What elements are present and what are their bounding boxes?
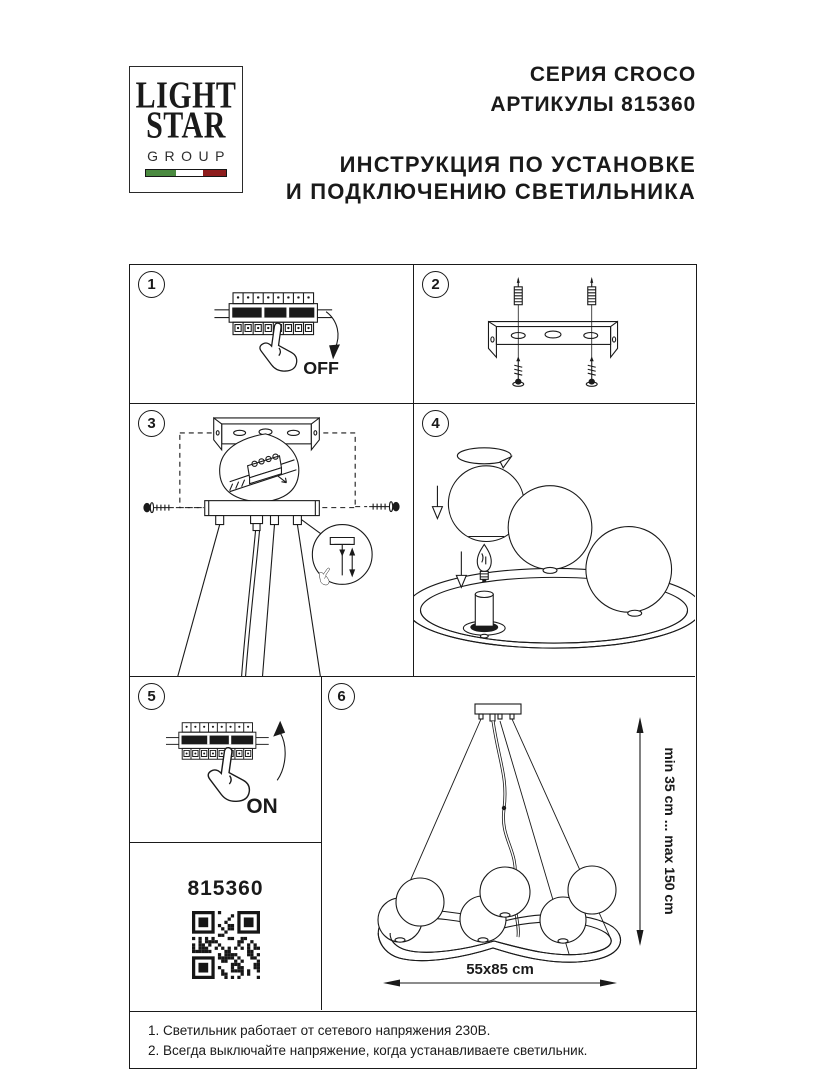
step-number-badge: 1 bbox=[138, 271, 165, 298]
suspension-cables bbox=[178, 525, 320, 676]
step-number-badge: 4 bbox=[422, 410, 449, 437]
bracket-mounting-diagram bbox=[414, 265, 695, 403]
flag-green-segment bbox=[146, 170, 176, 176]
glass-globe bbox=[586, 527, 672, 613]
italian-flag-bar bbox=[145, 169, 227, 177]
off-label: OFF bbox=[303, 358, 339, 379]
step-panel-3 bbox=[130, 404, 414, 677]
step-panel-1 bbox=[130, 265, 414, 404]
screw-icon bbox=[144, 503, 204, 513]
step-number-badge: 2 bbox=[422, 271, 449, 298]
step-panel-6 bbox=[322, 677, 695, 1010]
lamp-socket-drawing bbox=[463, 591, 505, 638]
mounting-bracket-drawing bbox=[488, 322, 617, 358]
circuit-breaker-drawing bbox=[214, 293, 332, 335]
step-panel-2 bbox=[414, 265, 695, 404]
lightstar-logo bbox=[129, 66, 243, 193]
step-number-badge: 6 bbox=[328, 683, 355, 710]
insert-down-arrow bbox=[432, 486, 442, 519]
footer-notes bbox=[129, 1011, 697, 1069]
arrow-up-head bbox=[273, 721, 285, 737]
height-dimension bbox=[637, 717, 644, 946]
screw-icon bbox=[513, 356, 524, 386]
flag-white-segment bbox=[176, 170, 202, 176]
steps-grid bbox=[129, 264, 697, 1012]
height-dimension-label: min 35 cm ... max 150 cm bbox=[662, 747, 678, 915]
cable-lock-detail-inset bbox=[301, 520, 372, 587]
globe-installation-diagram bbox=[414, 404, 695, 676]
series-title: СЕРИЯ CROCO bbox=[529, 63, 696, 86]
article-number: 815360 bbox=[187, 877, 264, 900]
header bbox=[286, 60, 696, 205]
instruction-title-line1: ИНСТРУКЦИЯ ПО УСТАНОВКЕ bbox=[339, 152, 696, 177]
step-number-badge: 3 bbox=[138, 410, 165, 437]
canopy-drawing bbox=[205, 501, 320, 531]
glass-globe bbox=[568, 866, 616, 914]
logo-group: GROUP bbox=[147, 148, 231, 164]
logo-light: LIGHT bbox=[135, 74, 237, 117]
candle-bulb-icon bbox=[477, 544, 491, 582]
footer-note-1: 1. Светильник работает от сетевого напряжения 230В. bbox=[148, 1023, 491, 1038]
arrow-down-head bbox=[329, 344, 340, 359]
width-dimension-label: 55x85 cm bbox=[466, 961, 534, 978]
article-number-title: АРТИКУЛЫ 815360 bbox=[490, 93, 696, 116]
glass-globe bbox=[480, 867, 530, 917]
step-panel-4 bbox=[414, 404, 695, 677]
power-off-diagram bbox=[130, 265, 413, 403]
step-number-badge: 5 bbox=[138, 683, 165, 710]
rotate-arrow bbox=[457, 448, 511, 468]
screw-icon bbox=[355, 502, 399, 512]
qr-code-icon bbox=[192, 911, 260, 979]
footer-note-2: 2. Всегда выключайте напряжение, когда устанавливаете светильник. bbox=[148, 1043, 588, 1058]
canopy-wiring-diagram bbox=[130, 404, 413, 676]
wall-anchor-icon bbox=[514, 277, 522, 305]
logo-star: STAR bbox=[146, 104, 226, 147]
screw-icon bbox=[586, 356, 597, 386]
chandelier-overview-diagram bbox=[322, 677, 695, 1010]
arrow-up-curve bbox=[277, 733, 285, 781]
width-dimension bbox=[383, 980, 617, 987]
qr-block bbox=[130, 843, 322, 1010]
on-label: ON bbox=[246, 795, 278, 819]
insert-down-arrow bbox=[456, 551, 466, 587]
glass-globe bbox=[508, 486, 592, 570]
flag-red-segment bbox=[203, 170, 226, 176]
glass-globe bbox=[396, 878, 444, 926]
instruction-title-line2: И ПОДКЛЮЧЕНИЮ СВЕТИЛЬНИКА bbox=[285, 179, 696, 204]
wall-anchor-icon bbox=[588, 277, 596, 305]
circuit-breaker-drawing bbox=[166, 723, 269, 759]
step-panel-5 bbox=[130, 677, 322, 843]
ceiling-plate-drawing bbox=[475, 704, 521, 721]
